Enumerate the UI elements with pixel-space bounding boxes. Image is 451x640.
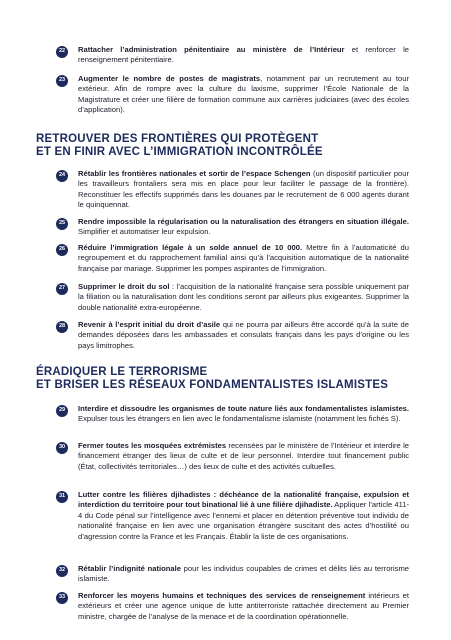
list-item: [58, 169, 410, 211]
section-title: [36, 366, 388, 392]
item-bold-text: Rétablir les frontières nationales et sortir de l’espace Schengen: [78, 169, 311, 178]
item-bold-text: Interdire et dissoudre les organismes de toute nature liés aux fondamentalistes islamistes.: [78, 404, 409, 413]
item-number-badge: 32: [56, 565, 68, 577]
item-number-badge: 23: [56, 75, 68, 87]
list-item: [58, 217, 409, 238]
list-item: [58, 243, 409, 274]
item-number-badge: 33: [56, 592, 68, 604]
item-rest-text: (un dispositif particulier pour les travailleurs frontaliers sera mis en place pour leur faciliter le passage de la frontière). Reconstituer les effectifs supprimés dans les douanes par le recrutement de 6 000 agents durant le quinquennat.: [78, 169, 410, 210]
item-text: [78, 74, 409, 116]
item-rest-text: Appliquer l’article 411-4 du Code pénal sur l’intelligence avec l’ennemi et placer en détention préventive tout individu de nationalité française en lien avec une organisation étrangère suscitant des actes d’hostilité ou d’agression contre la France et les Français. Établir la liste de ces organisations.: [78, 500, 409, 541]
list-item: [58, 74, 409, 116]
list-item: [58, 441, 409, 472]
item-number-badge: 27: [56, 283, 68, 295]
item-text: [78, 441, 409, 472]
item-bold-text: Renforcer les moyens humains et techniques des services de renseignement: [78, 591, 366, 600]
section-title-line: ET BRISER LES RÉSEAUX FONDAMENTALISTES ISLAMISTES: [36, 379, 389, 391]
item-rest-text: qui ne pourra par ailleurs être accordé qu’à la suite de demandes déposées dans les ambassades et consulats français dans les pays d’origine ou les pays limitrophes.: [78, 320, 409, 350]
section-title-line: ÉRADIQUER LE TERRORISME: [36, 366, 208, 378]
item-number-badge: 31: [56, 491, 68, 503]
item-rest-text: Simplifier et automatiser leur expulsion.: [78, 227, 211, 237]
list-item: [58, 45, 409, 66]
list-item: [58, 320, 409, 351]
item-bold-text: Augmenter le nombre de postes de magistrats: [78, 74, 261, 83]
list-item: [58, 490, 409, 542]
item-bold-text: Revenir à l’esprit initial du droit d’asile: [78, 320, 221, 329]
item-rest-text: intérieurs et extérieurs et créer une agence unique de lutte antiterroriste rattachée directement au Premier ministre, chargée de l’analyse de la menace et de la coordination opérationnelle.: [78, 591, 409, 621]
item-text: [78, 282, 409, 313]
section-title: [36, 133, 323, 159]
item-text: [78, 404, 409, 425]
item-rest-text: : l’acquisition de la nationalité française sera possible uniquement par la filiation ou la naturalisation dont les conditions seront par ailleurs plus exigeantes. Supprimer la double nationalité extra-européenne.: [78, 282, 409, 312]
item-number-badge: 26: [56, 244, 68, 256]
section-title-line: RETROUVER DES FRONTIÈRES QUI PROTÈGENT: [36, 133, 319, 145]
item-bold-text: Rétablir l’indignité nationale: [78, 564, 181, 573]
item-rest-text: et renforcer le renseignement pénitentiaire.: [78, 45, 409, 65]
item-text: [78, 45, 409, 66]
item-text: [78, 243, 409, 274]
item-bold-text: Réduire l’immigration légale à un solde annuel de 10 000.: [78, 243, 303, 252]
item-number-badge: 29: [56, 405, 68, 417]
list-item: [58, 564, 409, 585]
item-number-badge: 22: [56, 46, 68, 58]
item-number-badge: 30: [56, 442, 68, 454]
item-text: [78, 169, 409, 211]
item-bold-text: Rendre impossible la régularisation ou la naturalisation des étrangers en situation illégale.: [78, 217, 409, 226]
item-text: [78, 320, 409, 351]
item-text: [78, 564, 409, 585]
item-text: [78, 591, 409, 622]
item-text: [78, 217, 409, 238]
item-number-badge: 24: [56, 170, 68, 182]
item-number-badge: 28: [56, 321, 68, 333]
list-item: [58, 282, 409, 313]
item-rest-text: pour les individus coupables de crimes et délits liés au terrorisme islamiste.: [78, 564, 409, 584]
item-number-badge: 25: [56, 218, 68, 230]
item-rest-text: Expulser tous les étrangers en lien avec le fondamentalisme islamiste (notamment les fichés S).: [78, 414, 401, 424]
list-item: [58, 591, 409, 622]
item-bold-text: Fermer toutes les mosquées extrémistes: [78, 441, 227, 450]
item-rest-text: recensées par le ministère de l’Intérieur et interdire le financement étranger des lieux de culte et de leur personnel. Interdire tout financement public (État, collectivités territoriales…) des lieux de culte et des activités cultuelles.: [78, 441, 409, 471]
item-bold-text: Supprimer le droit du sol: [78, 282, 170, 291]
item-rest-text: , notamment par un recrutement au tour extérieur. Afin de rompre avec la culture du laxisme, supprimer l’École Nationale de la Magistrature et créer une filière de formation commune aux carrières judiciaires (avec des écoles d’application).: [78, 74, 409, 115]
item-rest-text: Mettre fin à l’automaticité du regroupement et du rapprochement familial ainsi qu’à l’acquisition automatique de la nationalité française par mariage. Supprimer les pompes aspirantes de l’immigration.: [78, 243, 409, 273]
list-item: [58, 404, 409, 425]
item-text: [78, 490, 409, 542]
section-title-line: ET EN FINIR AVEC L’IMMIGRATION INCONTRÔLÉE: [36, 146, 323, 158]
item-bold-text: Lutter contre les filières djihadistes : déchéance de la nationalité française, expulsion et interdiction du territoire pour tout binational lié à une filière djihadiste.: [78, 490, 409, 510]
item-bold-text: Rattacher l’administration pénitentiaire au ministère de l’Intérieur: [78, 45, 345, 54]
